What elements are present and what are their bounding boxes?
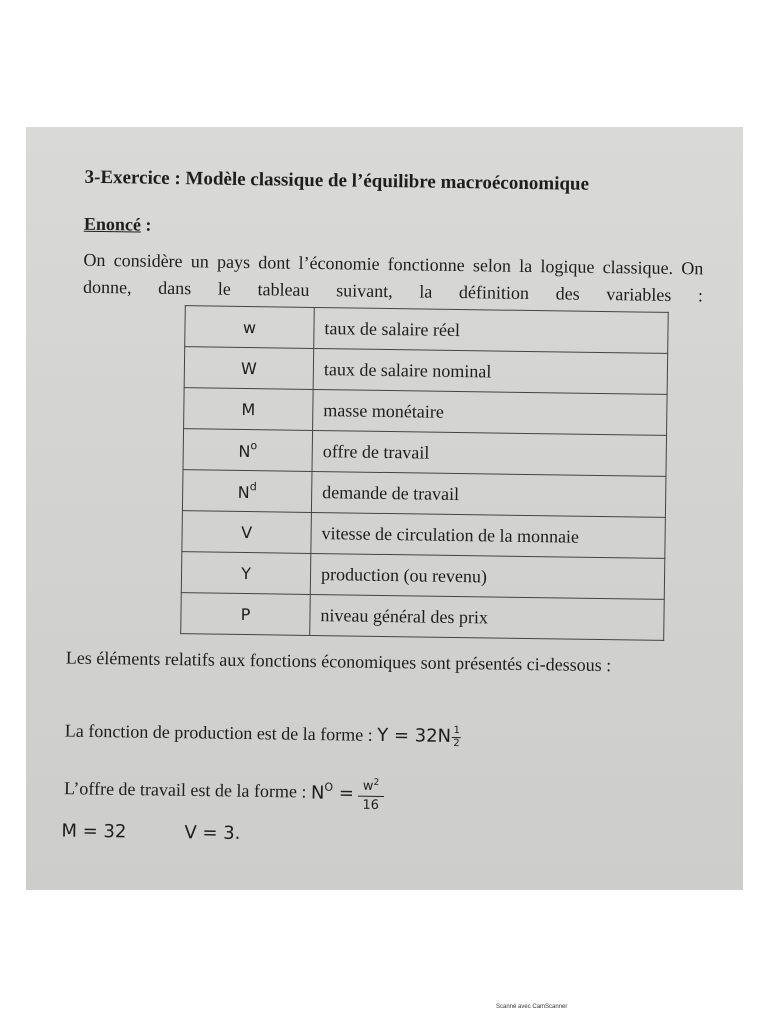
variable-symbol: Y	[181, 552, 311, 595]
labor-supply-equation: $N^O$ = $\frac{w^2}{16}$	[311, 774, 385, 814]
page-content	[26, 127, 743, 890]
functions-paragraph: Les éléments relatifs aux fonctions économiques sont présentés ci-dessous :	[65, 647, 612, 676]
variable-definition: masse monétaire	[313, 389, 668, 435]
production-equation: Y = 32N $\frac{1}{2}$	[377, 725, 460, 750]
section-label: Enoncé	[83, 213, 142, 235]
variable-symbol: P	[181, 593, 311, 636]
table-row	[183, 429, 667, 477]
variable-symbol: V	[182, 511, 312, 554]
variable-symbol: M	[184, 388, 314, 431]
variable-definition: taux de salaire réel	[314, 307, 669, 353]
scanner-footer: Scanné avec CamScanner	[496, 1004, 568, 1010]
labor-supply-fraction: $\frac{w^2}{16}$	[358, 775, 385, 814]
variable-definition: niveau général des prix	[310, 594, 665, 640]
variables-table	[180, 305, 669, 641]
money-supply-value: M = 32	[61, 820, 127, 843]
section-colon: :	[140, 214, 152, 235]
table-row	[185, 306, 669, 354]
variable-definition: offre de travail	[312, 430, 667, 476]
table-row	[182, 470, 666, 518]
intro-paragraph: On considère un pays dont l’économie fonctionne selon la logique classique. On donne, dans le tableau suivant, la définition des variables :	[82, 249, 704, 306]
variable-definition: production (ou revenu)	[310, 553, 665, 599]
exercise-title: 3-Exercice : Modèle classique de l’équilibre macroéconomique	[84, 166, 590, 195]
variable-symbol: $N^o$	[183, 429, 313, 472]
production-function-line	[65, 721, 462, 750]
variable-symbol: W	[184, 347, 314, 390]
table-row	[181, 593, 665, 641]
section-heading	[84, 214, 152, 236]
table-row	[184, 388, 668, 436]
variable-superscript: d	[249, 480, 257, 494]
table-row	[184, 347, 668, 395]
table-row	[181, 552, 665, 600]
velocity-value: V = 3.	[184, 822, 241, 844]
variable-definition: vitesse de circulation de la monnaie	[311, 512, 666, 558]
scanned-page	[26, 127, 743, 890]
variable-definition: taux de salaire nominal	[313, 348, 668, 394]
variable-symbol: $N^d$	[182, 470, 312, 513]
table-row	[182, 511, 666, 559]
production-label: La fonction de production est de la forme :	[64, 720, 373, 745]
production-exponent: $\frac{1}{2}$	[453, 725, 460, 750]
variable-definition: demande de travail	[311, 471, 666, 517]
variable-symbol: w	[185, 306, 315, 349]
parameters-line	[61, 821, 240, 844]
labor-supply-label: L’offre de travail est de la forme :	[63, 778, 307, 802]
labor-supply-line	[64, 771, 384, 814]
variable-superscript: o	[250, 439, 258, 453]
